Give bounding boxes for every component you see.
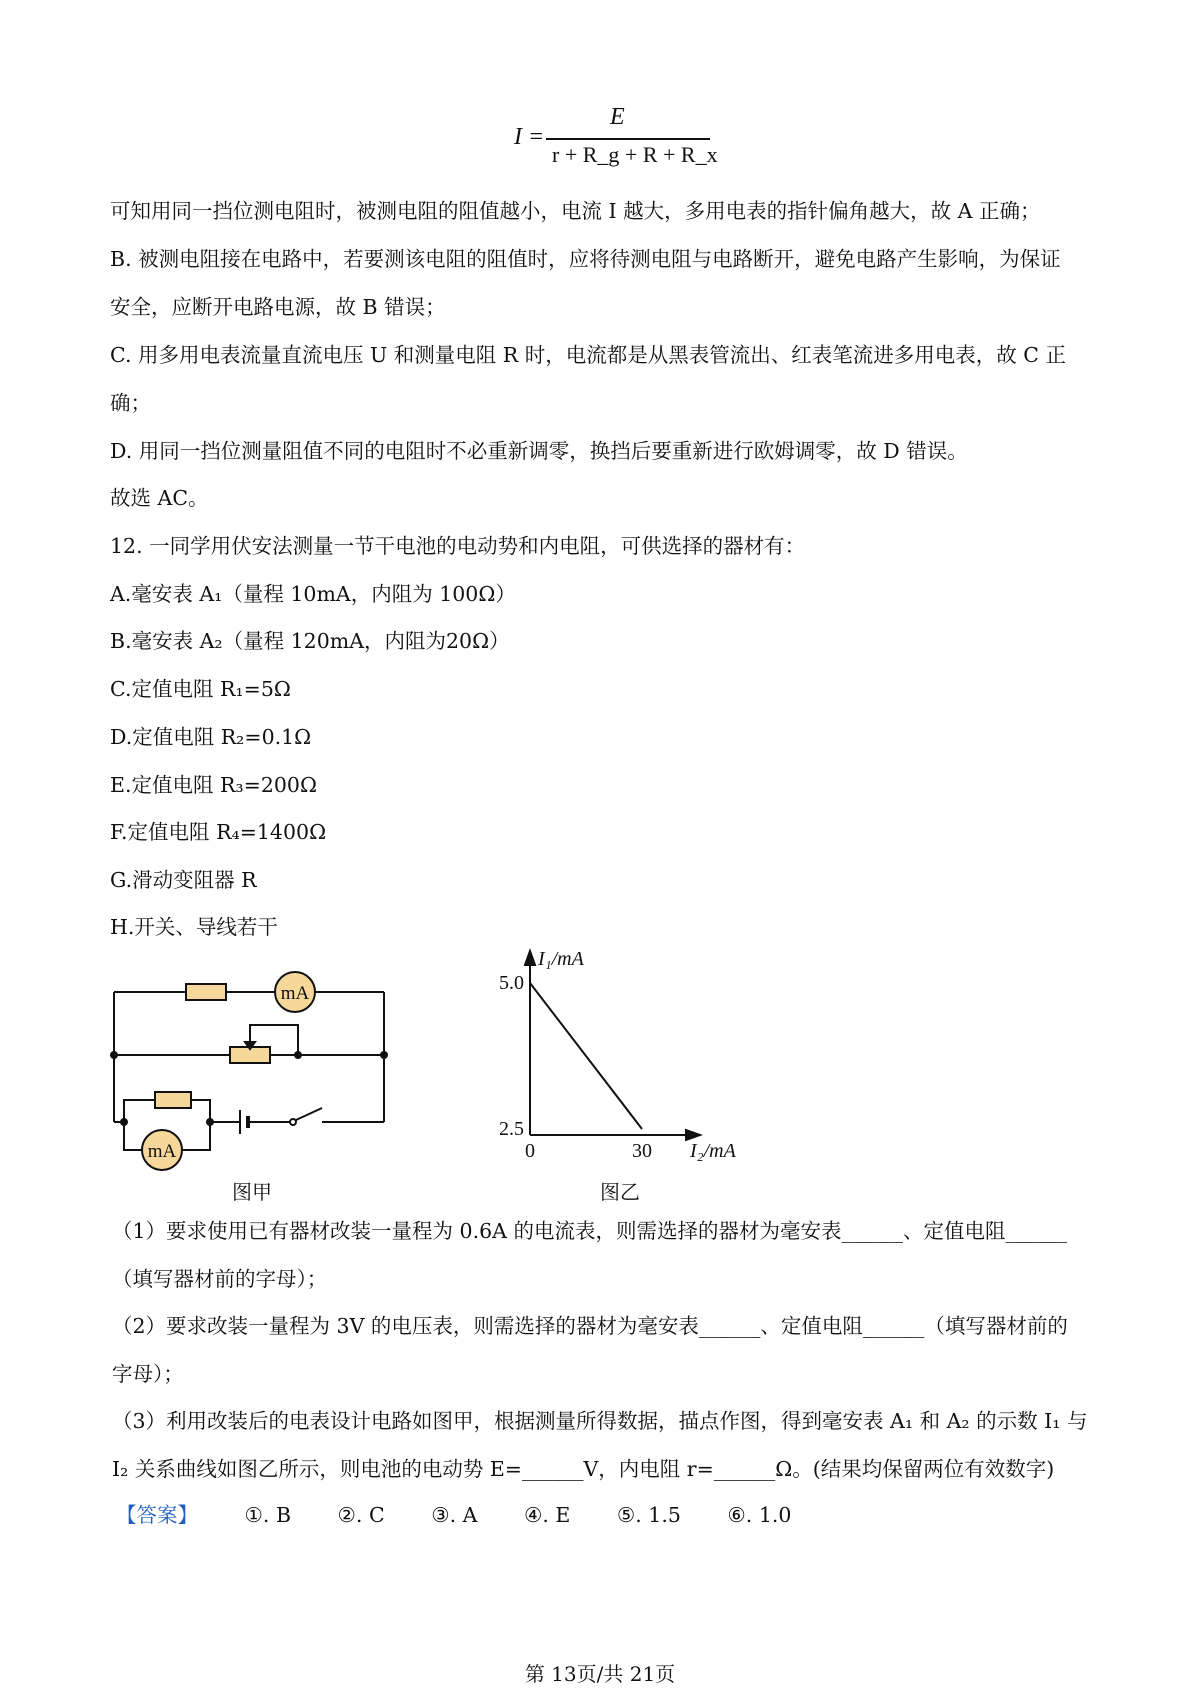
origin-label: 0 bbox=[525, 1140, 535, 1162]
formula-lhs: I = bbox=[514, 124, 545, 150]
page-footer: 第 13页/共 21页 bbox=[524, 1662, 676, 1686]
answer-3: ③. A bbox=[431, 1503, 478, 1527]
explanation-a: 可知用同一挡位测电阻时，被测电阻的阻值越小，电流 I 越大，多用电表的指针偏角越大，故 A 正确； bbox=[110, 199, 1041, 223]
formula-denominator: r + R_g + R + R_x bbox=[552, 142, 718, 167]
explanation-d: D. 用同一挡位测量阻值不同的电阻时不必重新调零，换挡后要重新进行欧姆调零，故 D 错误。 bbox=[110, 439, 968, 463]
x-tick-30: 30 bbox=[632, 1140, 652, 1162]
series-line-0 bbox=[530, 983, 642, 1129]
part3-line1: （3）利用改装后的电表设计电路如图甲，根据测量所得数据，描点作图，得到毫安表 A₁ 和 A₂ 的示数 I₁ 与 bbox=[112, 1409, 1088, 1433]
part3-line2: I₂ 关系曲线如图乙所示，则电池的电动势 E=______V，内电阻 r=______Ω。(结果均保留两位有效数字) bbox=[112, 1457, 1055, 1481]
switch-blade bbox=[296, 1108, 322, 1120]
i1-i2-graph bbox=[480, 945, 760, 1170]
answer-2: ②. C bbox=[337, 1503, 385, 1527]
option-e: E.定值电阻 R₃=200Ω bbox=[110, 773, 317, 797]
part2-line1: （2）要求改装一量程为 3V 的电压表，则需选择的器材为毫安表______、定值电阻______（填写器材前的 bbox=[112, 1314, 1068, 1338]
explanation-c-line2: 确； bbox=[110, 391, 151, 415]
answer-4: ④. E bbox=[523, 1503, 571, 1527]
y-axis-arrow bbox=[525, 951, 535, 965]
answer-1: ①. B bbox=[244, 1503, 292, 1527]
current-formula bbox=[510, 104, 718, 174]
meter-label-bottom: mA bbox=[147, 1141, 177, 1162]
circuit-diagram bbox=[100, 960, 400, 1180]
circuit-caption: 图甲 bbox=[232, 1180, 272, 1204]
explanation-choice: 故选 AC。 bbox=[110, 486, 209, 510]
formula-numerator: E bbox=[610, 104, 625, 130]
answer-6: ⑥. 1.0 bbox=[727, 1503, 792, 1527]
y-tick-bottom: 2.5 bbox=[499, 1118, 524, 1140]
part1-line1: （1）要求使用已有器材改装一量程为 0.6A 的电流表，则需选择的器材为毫安表______、定值电阻______ bbox=[112, 1219, 1067, 1243]
option-d: D.定值电阻 R₂=0.1Ω bbox=[110, 725, 312, 749]
x-axis-arrow bbox=[686, 1130, 700, 1140]
explanation-b-line2: 安全，应断开电路电源，故 B 错误； bbox=[110, 295, 446, 319]
option-b: B.毫安表 A₂（量程 120mA，内阻为20Ω） bbox=[110, 629, 510, 653]
graph-caption: 图乙 bbox=[600, 1180, 640, 1204]
answer-tag: 【答案】 bbox=[116, 1503, 198, 1527]
answer-row bbox=[116, 1500, 1106, 1530]
resistor-bottom bbox=[155, 1092, 191, 1108]
y-axis-label: I₁/mA bbox=[538, 948, 584, 970]
option-f: F.定值电阻 R₄=1400Ω bbox=[110, 820, 327, 844]
option-h: H.开关、导线若干 bbox=[110, 915, 278, 939]
y-tick-top: 5.0 bbox=[499, 972, 524, 994]
explanation-b-line1: B. 被测电阻接在电路中，若要测该电阻的阻值时，应将待测电阻与电路断开，避免电路产生影响，为保证 bbox=[110, 247, 1061, 271]
question-stem: 12. 一同学用伏安法测量一节干电池的电动势和内电阻，可供选择的器材有： bbox=[110, 534, 806, 558]
resistor-top bbox=[186, 984, 226, 1000]
part1-line2: （填写器材前的字母）； bbox=[112, 1267, 328, 1291]
answer-5: ⑤. 1.5 bbox=[616, 1503, 681, 1527]
fraction-bar bbox=[546, 138, 710, 140]
option-a: A.毫安表 A₁（量程 10mA，内阻为 100Ω） bbox=[110, 582, 516, 606]
part2-line2: 字母）； bbox=[112, 1362, 184, 1386]
meter-label-top: mA bbox=[280, 983, 310, 1004]
option-g: G.滑动变阻器 R bbox=[110, 868, 257, 892]
option-c: C.定值电阻 R₁=5Ω bbox=[110, 677, 291, 701]
explanation-c-line1: C. 用多用电表流量直流电压 U 和测量电阻 R 时，电流都是从黑表管流出、红表笔流进多用电表，故 C 正 bbox=[110, 343, 1066, 367]
x-axis-label: I₂/mA bbox=[690, 1140, 736, 1162]
